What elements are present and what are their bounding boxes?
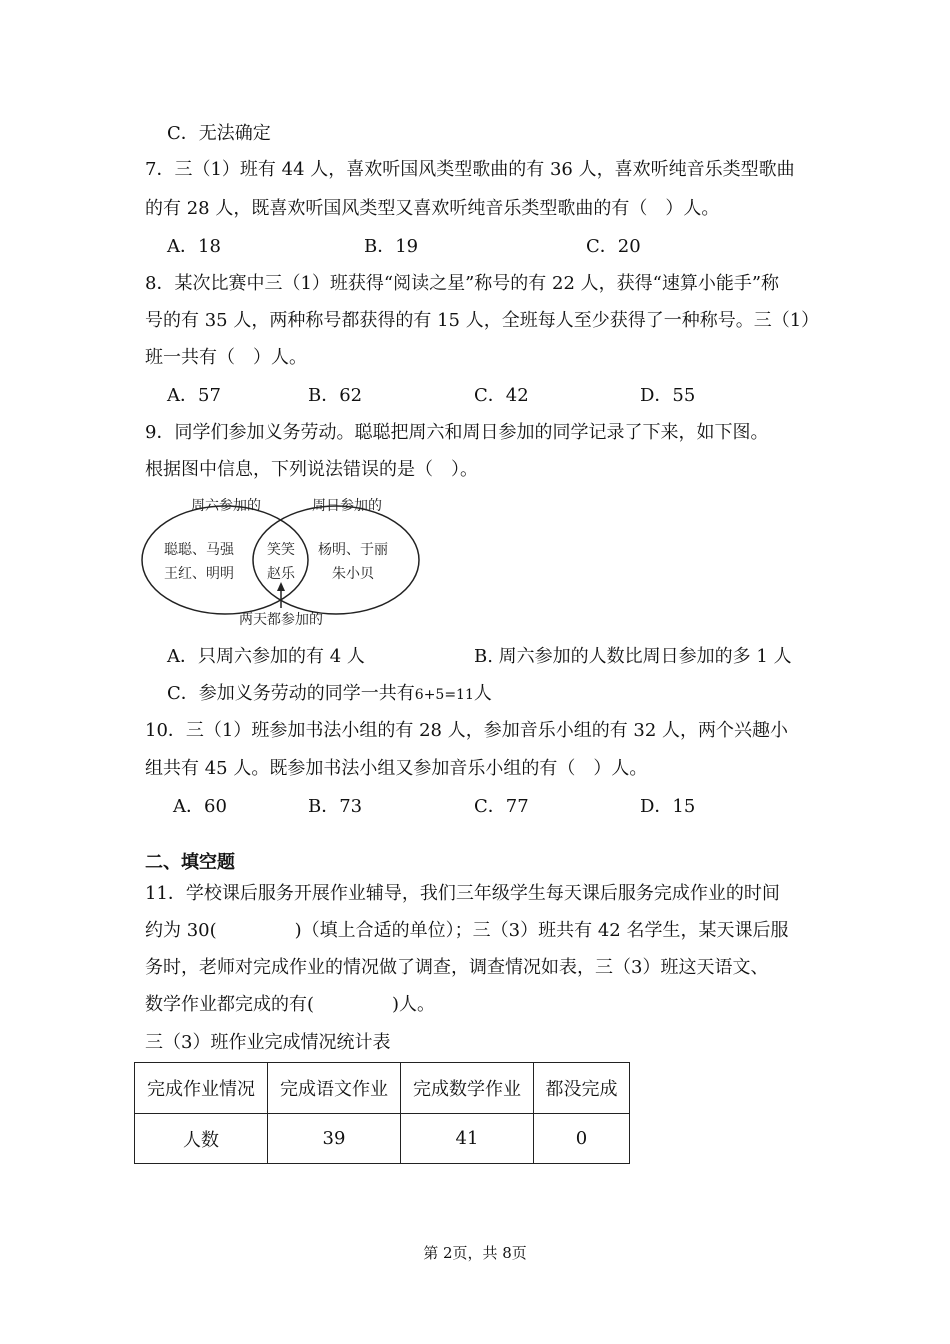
- q9-option-c-unit: 人: [473, 683, 492, 704]
- header-cell: 都没完成: [534, 1063, 630, 1114]
- header-cell: 完成作业情况: [135, 1063, 268, 1114]
- q10-option-a: A．60: [173, 796, 227, 817]
- header-cell: 完成数学作业: [401, 1063, 534, 1114]
- q7-option-a: A．18: [167, 236, 221, 257]
- value-cell: 39: [268, 1114, 401, 1164]
- q10-option-d: D．15: [640, 796, 696, 817]
- q9-option-c-text: C．参加义务劳动的同学一共有: [167, 683, 415, 704]
- q11-text-line4: [145, 993, 435, 1017]
- table-row: [135, 1114, 630, 1164]
- q11-text-line3: 务时，老师对完成作业的情况做了调查，调查情况如表，三（3）班这天语文、: [145, 957, 769, 978]
- q8-option-a: A．57: [167, 385, 221, 406]
- sunday-circle: [253, 506, 419, 614]
- q11-line2-after-blank: )（填上合适的单位）；三（3）班共有 42 名学生，某天课后服: [294, 920, 789, 941]
- saturday-only-names-2: 王红、明明: [164, 566, 234, 582]
- q10-text-line1: 10．三（1）班参加书法小组的有 28 人，参加音乐小组的有 32 人，两个兴趣小: [145, 720, 789, 741]
- q8-text-line3: 班一共有（ ）人。: [145, 347, 307, 368]
- table-title: 三（3）班作业完成情况统计表: [145, 1032, 391, 1053]
- q7-option-b: B．19: [364, 236, 419, 257]
- value-cell: 0: [534, 1114, 630, 1164]
- sunday-title: 周日参加的: [312, 498, 382, 514]
- sunday-only-names-2: 朱小贝: [332, 566, 374, 582]
- q8-text-line1: 8．某次比赛中三（1）班获得“阅读之星”称号的有 22 人，获得“速算小能手”称: [145, 273, 780, 294]
- q8-option-c: C．42: [474, 385, 529, 406]
- q10-option-c: C．77: [474, 796, 529, 817]
- q7-option-c: C．20: [586, 236, 641, 257]
- page-footer: 第 2页，共 8页: [423, 1244, 527, 1262]
- q9-option-a: A．只周六参加的有 4 人: [167, 646, 365, 667]
- homework-stats-table: [134, 1062, 630, 1164]
- q7-text-line1: 7．三（1）班有 44 人，喜欢听国风类型歌曲的有 36 人，喜欢听纯音乐类型歌曲: [145, 159, 795, 180]
- row-label-cell: 人数: [135, 1114, 268, 1164]
- both-days-names-1: 笑笑: [267, 542, 295, 558]
- q6-option-c: C．无法确定: [167, 123, 271, 144]
- both-days-names-2: 赵乐: [267, 566, 295, 582]
- q9-text-line1: 9．同学们参加义务劳动。聪聪把周六和周日参加的同学记录了下来，如下图。: [145, 422, 769, 443]
- q8-option-d: D．55: [640, 385, 696, 406]
- value-cell: 41: [401, 1114, 534, 1164]
- q11-line4-before-blank: 数学作业都完成的有(: [145, 994, 315, 1015]
- header-cell: 完成语文作业: [268, 1063, 401, 1114]
- arrow-head-icon: [277, 582, 285, 591]
- q11-line4-after-blank: )人。: [392, 994, 436, 1015]
- q11-text-line1: 11．学校课后服务开展作业辅导，我们三年级学生每天课后服务完成作业的时间: [145, 883, 780, 904]
- q9-option-c-math: 6+5=11: [414, 687, 474, 703]
- q9-option-b: B. 周六参加的人数比周日参加的多 1 人: [474, 646, 792, 667]
- q10-option-b: B．73: [308, 796, 363, 817]
- both-days-label: 两天都参加的: [239, 612, 323, 628]
- venn-diagram: [140, 490, 440, 635]
- q11-line2-before-blank: 约为 30(: [145, 920, 217, 941]
- q9-option-c: [167, 682, 492, 707]
- table-header-row: [135, 1063, 630, 1114]
- saturday-only-names-1: 聪聪、马强: [164, 542, 234, 558]
- saturday-circle: [142, 506, 308, 614]
- q8-text-line2: 号的有 35 人，两种称号都获得的有 15 人，全班每人至少获得了一种称号。三（1）: [145, 310, 820, 331]
- q8-option-b: B．62: [308, 385, 363, 406]
- q10-text-line2: 组共有 45 人。既参加书法小组又参加音乐小组的有（ ）人。: [145, 758, 648, 779]
- q9-text-line2: 根据图中信息，下列说法错误的是（ ）。: [145, 459, 478, 480]
- saturday-title: 周六参加的: [191, 498, 261, 514]
- q11-text-line2: [145, 919, 788, 943]
- q7-text-line2: 的有 28 人，既喜欢听国风类型又喜欢听纯音乐类型歌曲的有（ ）人。: [145, 198, 720, 219]
- section-title: 二、填空题: [145, 852, 235, 873]
- sunday-only-names-1: 杨明、于丽: [318, 542, 388, 558]
